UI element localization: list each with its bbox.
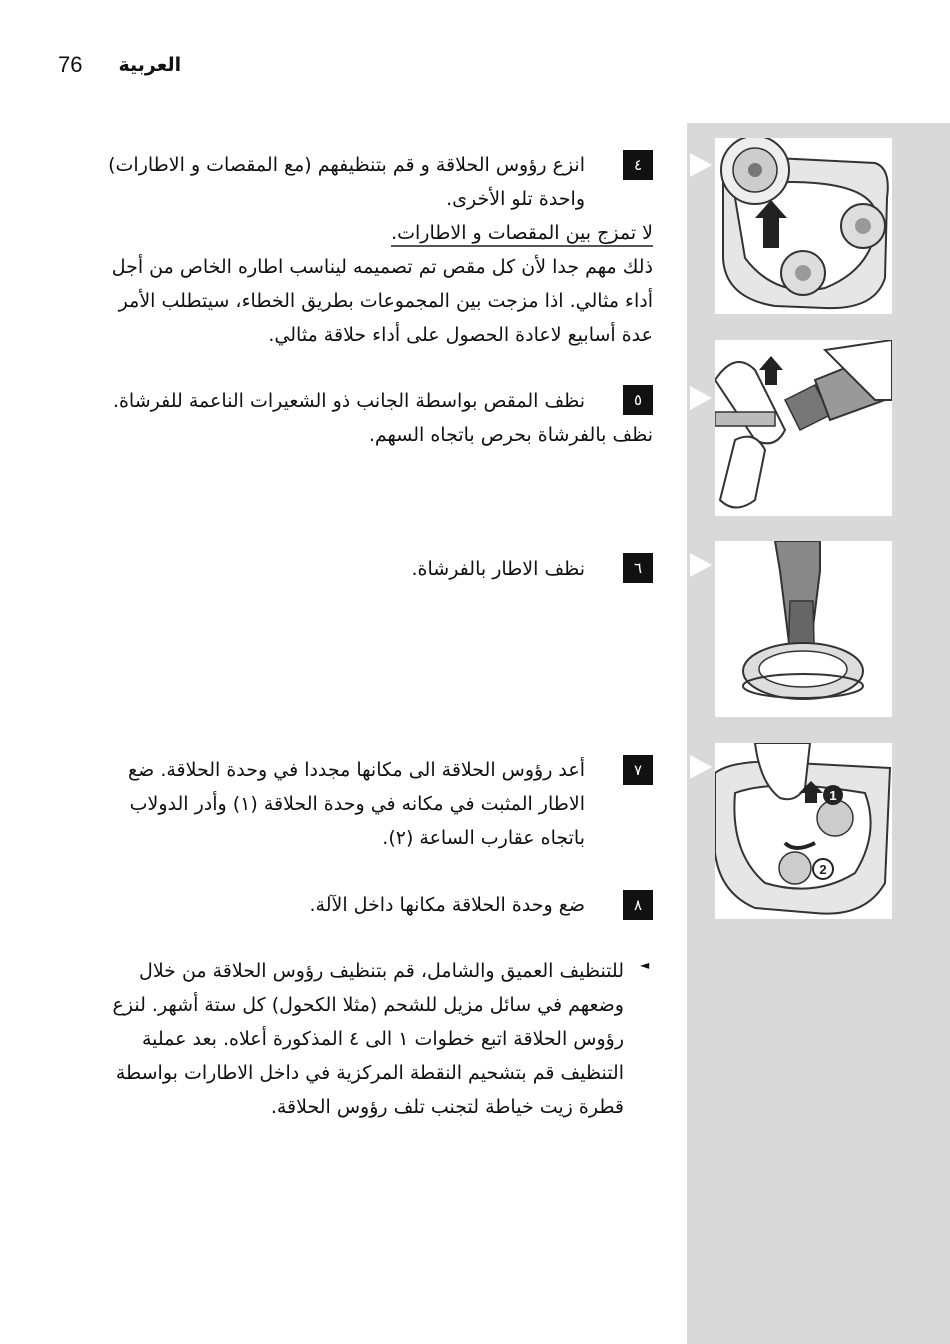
figure-reinsert-heads bbox=[715, 743, 892, 919]
tip-line-3: رؤوس الحلاقة اتبع خطوات ١ الى ٤ المذكورة أعلاه. بعد عملية bbox=[141, 1028, 624, 1050]
step-5-line-1: نظف المقص بواسطة الجانب ذو الشعيرات الناعمة للفرشاة. bbox=[112, 390, 585, 412]
step-5-line-2: نظف بالفرشاة بحرص باتجاه السهم. bbox=[368, 424, 653, 446]
page-header bbox=[58, 48, 181, 82]
page-number: 76 bbox=[58, 52, 83, 77]
step-6-badge: ٦ bbox=[623, 553, 653, 583]
step-8-badge: ٨ bbox=[623, 890, 653, 920]
callout-1: 1 bbox=[829, 788, 837, 803]
step-7-line-3: باتجاه عقارب الساعة (٢). bbox=[382, 827, 585, 849]
tip-line-2: وضعهم في سائل مزيل للشحم (مثلا الكحول) كل ستة أشهر. لنزع bbox=[112, 994, 624, 1016]
step-7-badge: ٧ bbox=[623, 755, 653, 785]
pointer-triangle bbox=[690, 755, 712, 779]
tip-line-1: للتنظيف العميق والشامل، قم بتنظيف رؤوس الحلاقة من خلال bbox=[139, 960, 624, 982]
figure-brush-cutter bbox=[715, 340, 892, 516]
figure-remove-heads bbox=[715, 138, 892, 314]
language-label: العربية bbox=[118, 54, 182, 76]
step-4-detail-2: أداء مثالي. اذا مزجت بين المجموعات بطريق الخطاء، سيتطلب الأمر bbox=[118, 290, 653, 312]
callout-2: 2 bbox=[819, 862, 827, 877]
step-4-line-2: واحدة تلو الأخرى. bbox=[446, 188, 585, 210]
step-4-detail-3: عدة أسابيع لاعادة الحصول على أداء حلاقة مثالي. bbox=[268, 324, 653, 346]
step-4-note-text: لا تمزج بين المقصات و الاطارات. bbox=[391, 222, 653, 247]
tip-arrow-icon: ◄ bbox=[640, 958, 650, 972]
step-6-line-1: نظف الاطار بالفرشاة. bbox=[411, 558, 585, 580]
step-4-note bbox=[391, 216, 653, 250]
step-4-badge: ٤ bbox=[623, 150, 653, 180]
step-7-line-2: الاطار المثبت في مكانه في وحدة الحلاقة (١) وأدر الدولاب bbox=[129, 793, 585, 815]
tip-line-4: التنظيف قم بتشحيم النقطة المركزية في داخل الاطارات بواسطة bbox=[115, 1062, 624, 1084]
step-7-line-1: أعد رؤوس الحلاقة الى مكانها مجددا في وحدة الحلاقة. ضع bbox=[128, 759, 585, 781]
figure-brush-guard bbox=[715, 541, 892, 717]
pointer-triangle bbox=[690, 153, 712, 177]
step-5-badge: ٥ bbox=[623, 385, 653, 415]
pointer-triangle bbox=[690, 553, 712, 577]
step-4-detail-1: ذلك مهم جدا لأن كل مقص تم تصميمه ليناسب اطاره الخاص من أجل bbox=[111, 256, 653, 278]
step-4-line-1: انزع رؤوس الحلاقة و قم بتنظيفهم (مع المقصات و الاطارات) bbox=[108, 154, 585, 176]
pointer-triangle bbox=[690, 386, 712, 410]
step-8-line-1: ضع وحدة الحلاقة مكانها داخل الآلة. bbox=[309, 894, 585, 916]
tip-line-5: قطرة زيت خياطة لتجنب تلف رؤوس الحلاقة. bbox=[270, 1096, 624, 1118]
